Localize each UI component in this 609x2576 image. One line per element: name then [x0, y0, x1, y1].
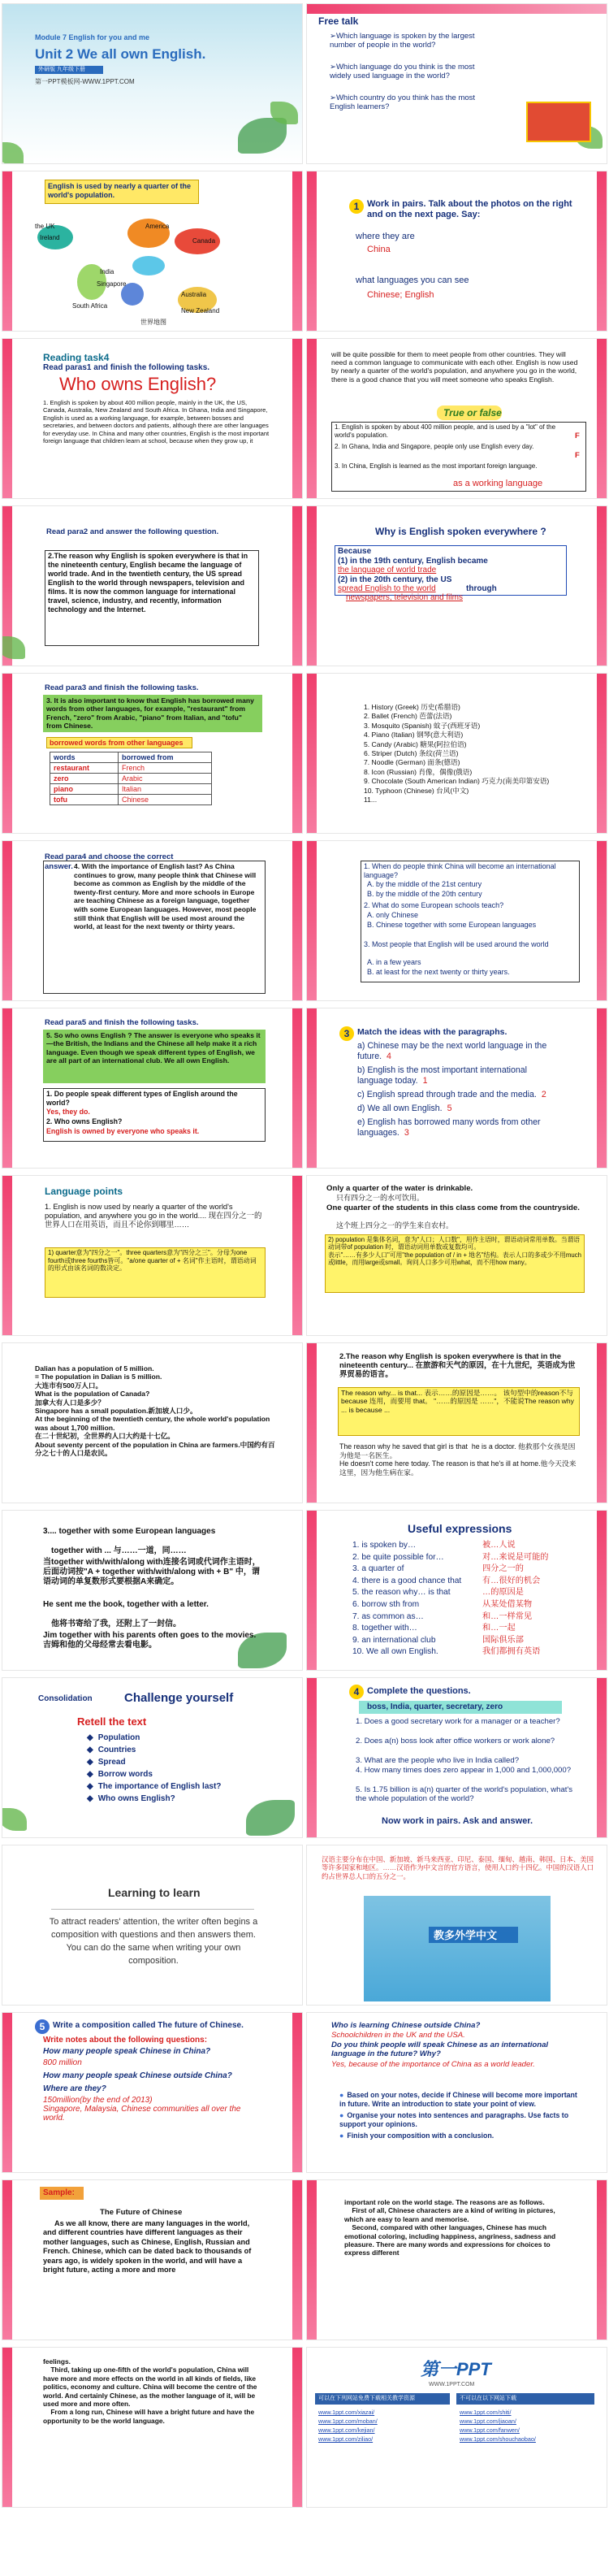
slide-chinese-abroad: [306, 1845, 607, 2006]
slide-quarter-examples: [306, 1175, 607, 1336]
free-talk-q3: ➢Which country do you think has the most English learners?: [330, 93, 476, 111]
bullet-where: where they are: [356, 232, 415, 241]
tip-text: Organise your notes into sentences and paragraphs. Use facts to support your opinions.: [339, 2111, 569, 2128]
expression-zh: …的原因是: [482, 1588, 524, 1598]
loan-word-item: 7. Noodle (German) 面条(德语): [364, 758, 460, 767]
bullet-icon: ●: [339, 2091, 344, 2099]
tw-example-1: He sent me the book, together with a letter.: [43, 1600, 209, 1609]
wc-a3: 150million(by the end of 2013) Singapore, Malaysia, Chinese communities all over the world.: [43, 2096, 241, 2123]
para4-text: 4. With the importance of English last? As China continues to grow, many people think that Chinese will become as common as English by the middle of the twenty-first century. More and more schools in Europe are teaching Chinese as a foreign language, together with some European languages. However, most people still think that English will be used most around the world, at least for the next twenty or thirty years.: [74, 862, 257, 931]
cq-5: 5. Is 1.75 billion is a(n) quarter of the world's population, what's the whole population of the world?: [356, 1785, 573, 1803]
cq-tail: Now work in pairs. Ask and answer.: [382, 1816, 533, 1826]
tw-meaning: together with ... 与……一道，同……: [51, 1546, 187, 1555]
para5-a2: English is owned by everyone who speaks it.: [46, 1127, 200, 1135]
slide-para4-questions: [306, 840, 607, 1001]
slide-para2: [2, 505, 303, 666]
retell-item: [87, 1756, 266, 1768]
match-item-text: e) English has borrowed many words from other languages.: [357, 1117, 541, 1138]
wc-a1: 800 million: [43, 2058, 82, 2067]
map-label-new-zealand: New Zealand: [181, 307, 220, 314]
expression-zh: 对…来说是可能的: [482, 1552, 549, 1562]
diamond-icon: ◆: [87, 1794, 93, 1803]
brand-url: WWW.1PPT.COM: [429, 2382, 475, 2387]
expression-en: 8. together with…: [352, 1624, 417, 1633]
loan-word-item: 3. Mosquito (Spanish) 蚊子(西班牙语): [364, 721, 481, 730]
classroom-photo: [364, 1896, 551, 2001]
slide-consolidation: [2, 1677, 303, 1838]
sample-text: As we all know, there are many languages in the world, and different countries have different languages as their mother languages, such as Chinese, English, Russian and French. Chinese, which can be dated back to thousands of years ago, is widely spoken in the world, and will have a bright future, acting a more and more: [43, 2219, 252, 2275]
retell-item: [87, 1732, 266, 1744]
match-item: [357, 1090, 560, 1100]
resource-link[interactable]: www.1ppt.com/ziliao/: [318, 2435, 374, 2443]
edition-text: 外研版 九年级下册: [38, 67, 85, 72]
slide-sample: [2, 2179, 303, 2340]
map-label-australia: Australia: [181, 291, 207, 298]
map-label-south-africa: South Africa: [72, 302, 108, 310]
headline: Who owns English?: [59, 374, 217, 394]
resource-link[interactable]: www.1ppt.com/shouchaobao/: [460, 2435, 536, 2443]
expression-zh: 和…一起: [482, 1624, 516, 1633]
activity-number: 3: [339, 1026, 354, 1041]
slide-para3: [2, 673, 303, 834]
loan-word-item: 4. Piano (Italian) 钢琴(意大利语): [364, 731, 464, 739]
sample-text-3: feelings. Third, taking up one-fifth of the world's population, China will have more and more effects on the world in all kinds of fields, like politics, economy and culture. China will become the centre of the world. And certainly Chinese, as the mother language of it, will be used more and more often. From a long run, Chinese will have a bright future and have the opportunity to be the world language.: [43, 2357, 257, 2425]
slide-together-with: [2, 1510, 303, 1671]
slide-composition-tips: [306, 2012, 607, 2173]
loan-word-item: 11...: [364, 796, 378, 804]
ex-quarter-1: Only a quarter of the water is drinkable.: [326, 1184, 473, 1193]
tf-statement-3: 3. In China, English is learned as the most important foreign language.: [335, 462, 538, 470]
para2-text: 2.The reason why English is spoken everywhere is that in the nineteenth century, English became the language of world trade. And in the twentieth century, the US spread English to the world through newspapers, television and films. It is now the common language for international travel, science, industry, and recently, information technology and the Internet.: [48, 552, 248, 614]
links-col2-title: 不可以在以下网站下载: [460, 2396, 516, 2401]
slide-write-composition: [2, 2012, 303, 2173]
ct-a1: Schoolchildren in the UK and the USA.: [331, 2031, 465, 2040]
para5-instr: Read para5 and finish the following tasks.: [45, 1018, 199, 1027]
chinese-abroad-text: 汉语主要分布在中国、新加坡、新马来西亚、印尼、泰国、缅甸、越南、韩国、日本、美国等许多国家和地区。……汉语作为中文言的官方语言，使用人口约十四亿。中国的汉语人口约占世界总人口的五分之一。: [322, 1855, 594, 1880]
resource-link[interactable]: www.1ppt.com/fanwen/: [460, 2426, 520, 2434]
bullet-languages: what languages you can see: [356, 275, 469, 285]
resource-link[interactable]: www.1ppt.com/shiti/: [460, 2409, 512, 2416]
slide-match-ideas: [306, 1008, 607, 1169]
expression-en: 5. the reason why… is that: [352, 1588, 451, 1598]
retell-item-text: The importance of English last?: [97, 1782, 222, 1791]
para5-text: 5. So who owns English ? The answer is everyone who speaks it—the British, the Indians and the Chinese all help make it a rich language. Even though we speak different types of English, we are all part of an international club. We all own English.: [46, 1031, 261, 1065]
ct-q1: Who is learning Chinese outside China?: [331, 2021, 481, 2030]
expression-en: 2. be quite possible for…: [352, 1552, 444, 1562]
retell-item-text: Spread: [97, 1758, 126, 1767]
photo-banner: 教多外学中文: [434, 1929, 498, 1941]
p4-q3b: B. at least for the next twenty or thirty years.: [367, 968, 510, 976]
ltl-text: To attract readers' attention, the writer often begins a composition with questions and then answers them. You can do the same when writing your own composition.: [49, 1917, 258, 1966]
tf-correction-3: as a working language: [453, 479, 543, 488]
expression-row: [352, 1540, 580, 1552]
expression-zh: 我们都拥有英语: [482, 1647, 541, 1657]
map-label-india: India: [100, 268, 114, 275]
sample-text-2: important role on the world stage. The reasons are as follows. First of all, Chinese characters are a kind of writing in pictures, which are easy to learn and memorise. Second, compared with other languages, Chinese has much emotional coloring, including happiness, angriness, sadness and pleasure. There are many words and expressions for choices to express different: [344, 2198, 556, 2257]
word-cell: restaurant: [50, 763, 119, 774]
word-cell: tofu: [50, 795, 119, 805]
expression-zh: 和…一样常见: [482, 1611, 533, 1621]
map-label-uk: the UK: [35, 223, 55, 230]
free-talk-q2: ➢Which language do you think is the most widely used language in the world?: [330, 63, 475, 80]
slide-sample-cont: [306, 2179, 607, 2340]
origin-cell: French: [119, 763, 212, 774]
slide-useful-expressions: [306, 1510, 607, 1671]
col-borrowed-from: borrowed from: [119, 752, 212, 763]
origin-cell: Arabic: [119, 774, 212, 784]
match-paragraph-number: 2: [541, 1090, 546, 1099]
retell-title: Retell the text: [77, 1715, 147, 1728]
slide-reading-task4: [2, 338, 303, 499]
resource-link[interactable]: www.1ppt.com/xiazai/: [318, 2409, 375, 2416]
expression-zh: 有…很好的机会: [482, 1576, 541, 1585]
p4-q2b: B. Chinese together with some European languages: [367, 921, 537, 929]
expression-row: [352, 1646, 580, 1659]
tip-text: Based on your notes, decide if Chinese will become more important in future. Write an introduction to state your point of view.: [339, 2091, 577, 2108]
slide-language-points: [2, 1175, 303, 1336]
match-item: [357, 1041, 560, 1062]
wc-q3: Where are they?: [43, 2084, 106, 2093]
col-words: words: [50, 752, 119, 763]
expression-row: [352, 1611, 580, 1624]
activity-number: 4: [349, 1685, 364, 1699]
expression-row: [352, 1635, 580, 1647]
para5-q1: 1. Do people speak different types of English around the world?: [46, 1090, 238, 1107]
slide-population-examples: [2, 1342, 303, 1503]
expression-en: 6. borrow sth from: [352, 1599, 420, 1609]
para2-instr: Read para2 and answer the following question.: [46, 527, 219, 536]
match-item: [357, 1065, 560, 1086]
reason-note: The reason why... is that... 表示……的原因是……。 该句型中的reason不与 because 连用，而要用 that。 "……的原因是 ……"，不能说The reason why ... is because ...: [341, 1389, 574, 1414]
tf-answer-1: F: [575, 432, 580, 440]
expression-en: 10. We all own English.: [352, 1647, 438, 1657]
loan-word-item: 9. Chocolate (South American Indian) 巧克力(南美印第安语): [364, 777, 550, 786]
expression-en: 1. is spoken by…: [352, 1541, 417, 1550]
para1-continued: will be quite possible for them to meet people from other countries. They will need a common language to communicate with each other. English is now used by nearly a quarter of the world's population, and anywhere you go in the world, there is a good chance that you will meet someone who speaks English.: [331, 350, 578, 384]
ex-quarter-2: One quarter of the students in this class come from the countryside.: [326, 1203, 580, 1212]
tf-title: True or false: [443, 407, 502, 418]
tw-sentence: 3.... together with some European languages: [43, 1527, 216, 1536]
para4-instr: Read para4 and choose the correct: [45, 852, 174, 861]
retell-item: [87, 1793, 266, 1805]
map-label-canada: Canada: [192, 237, 216, 245]
brand-logo: 第一PPT: [421, 2359, 491, 2379]
match-paragraph-number: 4: [387, 1052, 391, 1061]
reading-instr: Read paras1 and finish the following tasks.: [43, 363, 210, 372]
borrowed-table-title: borrowed words from other languages: [50, 739, 184, 747]
tip-text: Finish your composition with a conclusion.: [347, 2131, 495, 2140]
map-label-singapore: Singapore: [97, 280, 127, 288]
retell-item: [87, 1768, 266, 1780]
slide-true-false: [306, 338, 607, 499]
resource-link[interactable]: www.1ppt.com/moban/: [318, 2418, 378, 2425]
diamond-icon: ◆: [87, 1746, 93, 1754]
slide-why-english: [306, 505, 607, 666]
pair-work-instruction: Work in pairs. Talk about the photos on the right and on the next page. Say:: [367, 199, 572, 219]
match-paragraph-number: 5: [447, 1104, 452, 1113]
english-book-image: [526, 102, 591, 142]
p4-q3: 3. Most people that English will be used around the world: [364, 940, 549, 948]
map-caption: 世界地图: [140, 319, 166, 326]
match-item-text: b) English is the most important international language today.: [357, 1065, 528, 1086]
expression-row: [352, 1587, 580, 1599]
reason-2-media: newspapers, television and films: [346, 593, 463, 602]
answer-languages: Chinese; English: [367, 290, 434, 300]
para4-answer-word: answer.: [45, 862, 73, 871]
p4-q2a: A. only Chinese: [367, 911, 419, 919]
expression-en: 4. there is a good chance that: [352, 1576, 462, 1585]
p4-q1b: B. by the middle of the 20th century: [367, 890, 482, 898]
ue-title: Useful expressions: [408, 1522, 512, 1535]
why-question: Why is English spoken everywhere ?: [375, 526, 546, 537]
retell-item-text: Borrow words: [97, 1770, 153, 1779]
resource-link[interactable]: www.1ppt.com/jiaoan/: [460, 2418, 516, 2425]
lp-title: Language points: [45, 1186, 123, 1197]
answer-where: China: [367, 245, 391, 254]
population-examples: Dalian has a population of 5 million. = The population in Dalian is 5 million. 大连市有500万人口。 What is the population of Canada? 加拿大有人口是多少？ Singapore has a small population.新加坡人口少。 At the beginning of the twentieth century, the whole world's population was about 1,700 million. 在二十世纪初，全世界约人口大约是十七亿。 About seventy percent of the population in China are farmers.中国约有百分之七十的人口是农民。: [35, 1364, 275, 1458]
challenge-title: Challenge yourself: [124, 1691, 234, 1705]
map-banner: English is used by nearly a quarter of the world's population.: [48, 182, 192, 199]
expression-zh: 从某处借某物: [482, 1599, 533, 1609]
tips-list: [339, 2091, 583, 2144]
word-cell: piano: [50, 784, 119, 795]
expression-row: [352, 1599, 580, 1611]
match-item: [357, 1117, 560, 1138]
wc-q1: How many people speak Chinese in China?: [43, 2047, 211, 2056]
consolidation-label: Consolidation: [38, 1694, 93, 1703]
cq-2: 2. Does a(n) boss look after office workers or work alone?: [356, 1737, 555, 1746]
retell-list: [87, 1732, 266, 1805]
slide-promo: [306, 2347, 607, 2508]
ct-a2: Yes, because of the importance of China as a world leader.: [331, 2060, 535, 2069]
wc-instr: Write a composition called The future of Chinese.: [53, 2021, 244, 2030]
reading-title: Reading task4: [43, 352, 110, 363]
expression-zh: 四分之一的: [482, 1564, 524, 1574]
ex-quarter-2-zh: 这个班上四分之一的学生来自农村。: [336, 1221, 454, 1229]
resource-link[interactable]: www.1ppt.com/kejian/: [318, 2426, 375, 2434]
diamond-icon: ◆: [87, 1770, 93, 1779]
expression-row: [352, 1576, 580, 1588]
slide-sample-end: [2, 2347, 303, 2508]
diamond-icon: ◆: [87, 1758, 93, 1767]
wc-q2: How many people speak Chinese outside China?: [43, 2071, 232, 2080]
expression-row: [352, 1563, 580, 1576]
retell-item-text: Countries: [97, 1746, 136, 1754]
useful-expression-list: [352, 1540, 580, 1659]
borrowed-words-table: [50, 752, 212, 805]
para5-a1: Yes, they do.: [46, 1108, 90, 1116]
ct-q2: Do you think people will speak Chinese as an international language in the future? Why?: [331, 2040, 549, 2058]
slide-world-map: [2, 171, 303, 332]
match-instr: Match the ideas with the paragraphs.: [357, 1027, 508, 1037]
para5-q2: 2. Who owns English?: [46, 1117, 123, 1125]
para1-text: 1. English is spoken by about 400 million people, mainly in the UK, the US, Canada, Australia, New Zealand and South Africa. In Ghana, India and Singapore, English is used as a working language, for example, between bosses and secretaries, and between doctors and patients, although there are other languages for everyday use. In China and many other countries, English is the most important foreign language that children learn at school, because when they grow up, it: [43, 399, 270, 445]
ex-quarter-1-zh: 只有四分之一的水可饮用。: [336, 1194, 425, 1202]
slide-borrowed-list: [306, 673, 607, 834]
match-item-text: a) Chinese may be the next world language in the future.: [357, 1041, 547, 1061]
reason-1: (1) in the 19th century, English became: [338, 557, 488, 566]
tf-statement-2: 2. In Ghana, India and Singapore, people only use English every day.: [335, 443, 534, 450]
match-item: [357, 1104, 560, 1114]
because-label: Because: [338, 547, 372, 556]
tw-example-2: Jim together with his parents often goes to the movies. 吉姆和他的父母经常去看电影。: [43, 1631, 257, 1650]
activity-number: 5: [35, 2019, 50, 2034]
reason-2-through: through: [466, 584, 497, 593]
loan-word-item: 8. Icon (Russian) 肖像，偶像(俄语): [364, 767, 473, 776]
lp-note: 1) quarter意为"四分之一"。three quarters意为"四分之三"。分母为one fourth或three fourths皆可。"a/one quarter of + 名词"作主语时，谓语动词的形式由该名词的数决定。: [48, 1249, 257, 1273]
population-note: 2) population 是集体名词，意为"人口；人口数"，用作主语时，谓语动词常用单数。当谓语动词带of population 时，谓语动词用单数或复数均可。 表示"……有多少人口"可用"the population of / in + 地名"结构。表示人口的多或少不用much或little，而用large或small。询问人口多少可用what，而不用how many。: [328, 1236, 581, 1267]
retell-item-text: Who owns English?: [97, 1794, 175, 1803]
unit-title: Unit 2 We all own English.: [35, 46, 206, 62]
lp-sentence: 1. English is now used by nearly a quarter of the world's population, and anywhere you go in the world.... 现在四分之一的世界人口在用英语，而且不论你到哪里……: [45, 1202, 262, 1229]
reason-examples: The reason why he saved that girl is that he is a doctor. 他救那个女孩是因为他是一名医生。 He doesn't come here today. The reason is that he's ill at home.他今天没来这里，因为他生病在家。: [339, 1442, 577, 1477]
match-list: [357, 1041, 568, 1142]
cq-instr: Complete the questions.: [367, 1686, 471, 1696]
loan-word-item: 2. Ballet (French) 芭蕾(法语): [364, 712, 452, 721]
free-talk-q1: ➢Which language is spoken by the largest number of people in the world?: [330, 32, 475, 50]
loan-word-item: 10. Typhoon (Chinese) 台风(中文): [364, 786, 469, 795]
retell-item-text: Population: [97, 1733, 140, 1742]
ltl-title: Learning to learn: [108, 1886, 201, 1899]
reason-2: (2) in the 20th century, the US: [338, 575, 452, 584]
slide-title: [2, 3, 303, 164]
tw-example-1-zh: 他将书寄给了我，还附上了一封信。: [51, 1620, 181, 1628]
match-item-text: c) English spread through trade and the media.: [357, 1090, 537, 1099]
expression-row: [352, 1623, 580, 1635]
links-column-2: [460, 2408, 590, 2444]
bullet-icon: ●: [339, 2111, 344, 2120]
map-label-ireland: Ireland: [40, 234, 60, 241]
expression-row: [352, 1552, 580, 1564]
loan-word-item: 1. History (Greek) 历史(希腊语): [364, 703, 460, 711]
slide-learning-to-learn: [2, 1845, 303, 2006]
p4-q1a: A. by the middle of the 21st century: [367, 880, 482, 888]
p4-q3a: A. in a few years: [367, 958, 421, 966]
diamond-icon: ◆: [87, 1782, 93, 1791]
slide-complete-questions: [306, 1677, 607, 1838]
expression-en: 9. an international club: [352, 1635, 436, 1645]
loan-word-item: 5. Candy (Arabic) 糖果(阿拉伯语): [364, 739, 467, 748]
slide-para4: [2, 840, 303, 1001]
tf-answer-2: F: [575, 451, 580, 460]
tip-item: [339, 2111, 583, 2128]
loan-word-list: [364, 703, 575, 804]
expression-zh: 被…人说: [482, 1541, 516, 1550]
word-cell: zero: [50, 774, 119, 784]
slide-pair-work: [306, 171, 607, 332]
reason-1-answer: the language of world trade: [338, 566, 437, 575]
links-col1-title: 可以在下列网站免费下载相关教学资源: [318, 2396, 415, 2401]
reason-sentence: 2.The reason why English is spoken everywhere is that in the nineteenth century... 在旅游和天气的原因，在十九世纪，英语成为世界贸易的语言。: [339, 1351, 576, 1378]
sample-label: Sample:: [43, 2188, 75, 2197]
tip-item: [339, 2131, 583, 2140]
match-item-text: d) We all own English.: [357, 1104, 443, 1113]
tw-rule: 当together with/with/along with连接名词或代词作主语时，后面动词按"A + together with/with/along with + B" 中，谓语动词的单复数形式要根据A来确定。: [43, 1558, 261, 1586]
links-column-1: [318, 2408, 448, 2444]
slide-reason-why: [306, 1342, 607, 1503]
para3-instr: Read para3 and finish the following tasks.: [45, 683, 199, 692]
site-text: 第一PPT模板网-WWW.1PPT.COM: [35, 78, 135, 85]
p4-q1: 1. When do people think China will become an international language?: [364, 862, 556, 879]
free-talk-title: Free talk: [318, 15, 359, 27]
p4-q2: 2. What do some European schools teach?: [364, 901, 504, 909]
retell-item: [87, 1744, 266, 1756]
module-label: Module 7 English for you and me: [35, 33, 150, 41]
match-paragraph-number: 1: [422, 1076, 428, 1086]
expression-en: 7. as common as…: [352, 1611, 424, 1621]
slide-free-talk: [306, 3, 607, 164]
origin-cell: Italian: [119, 784, 212, 795]
word-bank-text: boss, India, quarter, secretary, zero: [367, 1702, 503, 1711]
expression-zh: 国际俱乐部: [482, 1635, 524, 1645]
slide-para5: [2, 1008, 303, 1169]
tip-item: [339, 2091, 583, 2108]
map-label-america: America: [145, 223, 170, 230]
sample-title: The Future of Chinese: [100, 2208, 183, 2217]
match-paragraph-number: 3: [404, 1128, 409, 1138]
origin-cell: Chinese: [119, 795, 212, 805]
loan-word-item: 6. Striper (Dutch) 条纹(荷兰语): [364, 749, 459, 758]
tf-statement-1: 1. English is spoken by about 400 million people, and is used by a "lot" of the world's population.: [335, 423, 556, 439]
wc-sub: Write notes about the following questions:: [43, 2036, 208, 2045]
cq-4: 4. How many times does zero appear in 1,000 and 1,000,000?: [356, 1766, 572, 1775]
bullet-icon: ●: [339, 2131, 344, 2140]
activity-number: 1: [349, 199, 364, 214]
para3-text: 3. It is also important to know that English has borrowed many words from other languages, for example, "restaurant" from French, "zero" from Arabic, "piano" from Italian, and "tofu" from Chinese.: [46, 696, 254, 731]
cq-1: 1. Does a good secretary work for a manager or a teacher?: [356, 1717, 560, 1726]
reason-2-answer: spread English to the world: [338, 584, 436, 593]
expression-en: 3. a quarter of: [352, 1564, 404, 1574]
diamond-icon: ◆: [87, 1733, 93, 1742]
cq-3: 3. What are the people who live in India called?: [356, 1756, 520, 1765]
retell-item: [87, 1780, 266, 1793]
